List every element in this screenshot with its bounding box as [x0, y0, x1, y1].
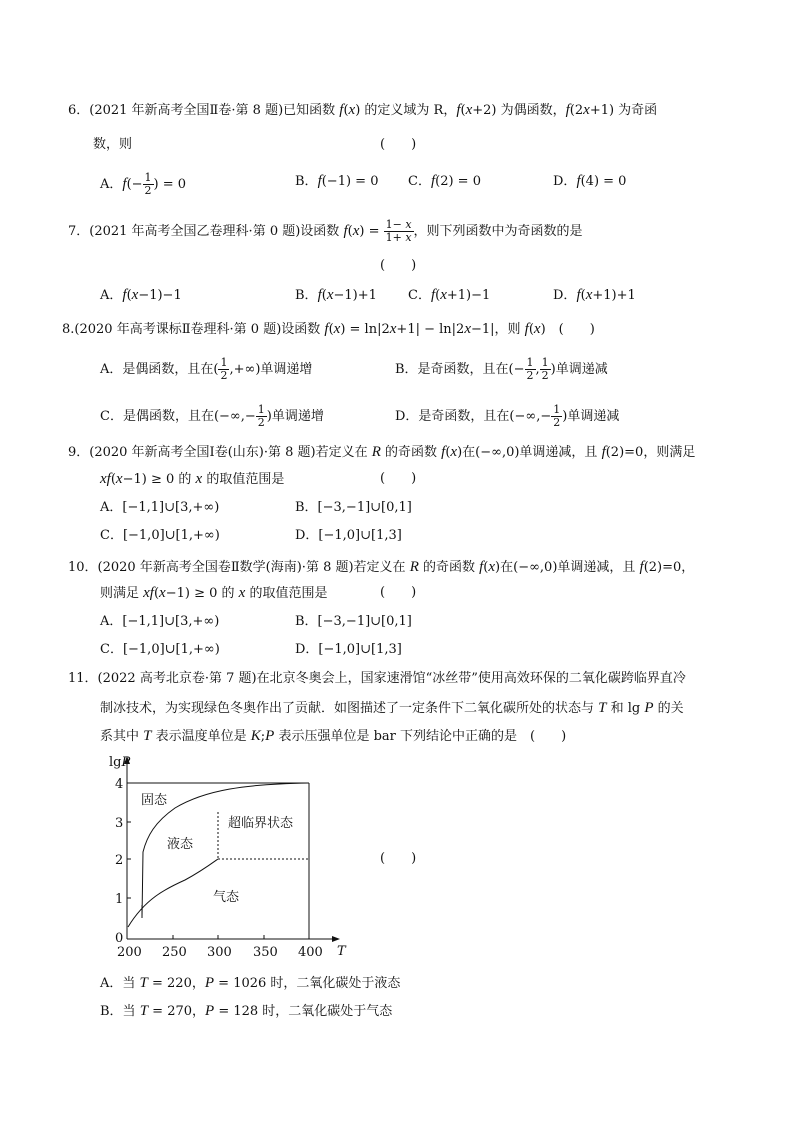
q11-option-b: B．当 T = 270，P = 128 时，二氧化碳处于气态 [100, 1003, 393, 1019]
ytick-2: 2 [115, 853, 124, 868]
ytick-0: 0 [115, 931, 124, 946]
q10-option-b: B．[−3,−1]∪[0,1] [295, 614, 412, 629]
q8-stem-line1: 8.(2020 年高考课标Ⅱ卷理科·第 0 题)设函数 f(x) = ln|2x+1| − ln|2x−1|，则 f(x) ( ) [62, 321, 595, 337]
q6-answer-paren: ( ) [380, 137, 417, 152]
region-solid: 固态 [141, 793, 168, 808]
q9-stem-line1: 9．(2020 年新高考全国Ⅰ卷(山东)·第 8 题)若定义在 R 的奇函数 f(x)在(−∞,0)单调递减，且 f(2)=0，则满足 [68, 444, 696, 460]
xtick-300: 300 [207, 945, 232, 960]
q11-stem-line1: 11．(2022 高考北京卷·第 7 题)在北京冬奥会上，国家速滑馆“冰丝带”使用高效环保的二氧化碳跨临界直冷 [68, 671, 686, 686]
q6-stem-line1: 6．(2021 年新高考全国Ⅱ卷·第 8 题)已知函数 f(x) 的定义域为 R，f(x+2) 为偶函数，f(2x+1) 为奇函 [68, 102, 658, 118]
q11-stem-line2: 制冰技术，为实现绿色冬奥作出了贡献．如图描述了一定条件下二氧化碳所处的状态与 T 和 lg P 的关 [100, 700, 684, 716]
q7-stem-line1: 7．(2021 年高考全国乙卷理科·第 0 题)设函数 f(x) = $\frac{1- x}{1+ x}$ ，则下列函数中为奇函数的是 [68, 218, 583, 244]
xtick-250: 250 [162, 945, 187, 960]
q11-option-a: A．当 T = 220，P = 1026 时，二氧化碳处于液态 [100, 975, 401, 991]
phase-diagram [95, 752, 365, 962]
q8-option-c: C．是偶函数，且在(−∞,− $\frac{1}{2}$ )单调递增 [100, 403, 324, 429]
q6-option-d: D．f(4) = 0 [553, 173, 627, 189]
q10-option-a: A．[−1,1]∪[3,+∞) [100, 614, 220, 629]
q8-option-a: A．是偶函数，且在( $\frac{1}{2}$ ,+∞)单调递增 [100, 356, 313, 382]
q7-option-c: C．f(x+1)−1 [408, 287, 491, 303]
region-gas: 气态 [213, 890, 240, 905]
q9-option-d: D．[−1,0]∪[1,3] [295, 528, 402, 543]
ytick-1: 1 [115, 892, 124, 907]
q10-stem-line2: 则满足 xf(x−1) ≥ 0 的 x 的取值范围是 [100, 585, 328, 601]
q7-answer-paren: ( ) [380, 258, 417, 273]
region-liquid: 液态 [167, 837, 194, 852]
q8-option-b: B．是奇函数，且在(− $\frac{1}{2}$ , $\frac{1}{2}$ )单调递减 [395, 356, 608, 382]
q6-option-b: B．f(−1) = 0 [295, 173, 379, 189]
x-axis-label: T [337, 944, 346, 959]
q6-option-c: C．f(2) = 0 [408, 173, 481, 189]
ytick-4: 4 [115, 777, 124, 792]
xtick-200: 200 [117, 945, 142, 960]
q7-option-a: A．f(x−1)−1 [100, 287, 182, 303]
q11-figure-paren: ( ) [380, 851, 417, 866]
q11-stem-line3: 系其中 T 表示温度单位是 K;P 表示压强单位是 bar 下列结论中正确的是 ( ) [100, 728, 567, 744]
q10-option-d: D．[−1,0]∪[1,3] [295, 642, 402, 657]
q9-option-a: A．[−1,1]∪[3,+∞) [100, 500, 220, 515]
q7-option-d: D．f(x+1)+1 [553, 287, 636, 303]
q10-option-c: C．[−1,0]∪[1,+∞) [100, 642, 220, 657]
y-axis-label: lgP [109, 755, 131, 770]
q9-answer-paren: ( ) [380, 471, 417, 486]
q10-answer-paren: ( ) [380, 585, 417, 600]
region-supercritical: 超临界状态 [228, 816, 294, 831]
q8-option-d: D．是奇函数，且在(−∞,− $\frac{1}{2}$ )单调递减 [395, 403, 620, 429]
q10-stem-line1: 10．(2020 年新高考全国卷Ⅱ数学(海南)·第 8 题)若定义在 R 的奇函数 f(x)在(−∞,0)单调递减，且 f(2)=0， [68, 559, 695, 575]
q6-option-a: A．f(− $\frac{1}{2}$ ) = 0 [100, 171, 187, 197]
q7-option-b: B．f(x−1)+1 [295, 287, 377, 303]
q6-stem-line2: 数，则 [93, 137, 133, 152]
q9-option-c: C．[−1,0]∪[1,+∞) [100, 528, 220, 543]
q9-stem-line2: xf(x−1) ≥ 0 的 x 的取值范围是 [100, 471, 285, 487]
xtick-350: 350 [253, 945, 278, 960]
xtick-400: 400 [298, 945, 323, 960]
ytick-3: 3 [115, 816, 124, 831]
q9-option-b: B．[−3,−1]∪[0,1] [295, 500, 412, 515]
